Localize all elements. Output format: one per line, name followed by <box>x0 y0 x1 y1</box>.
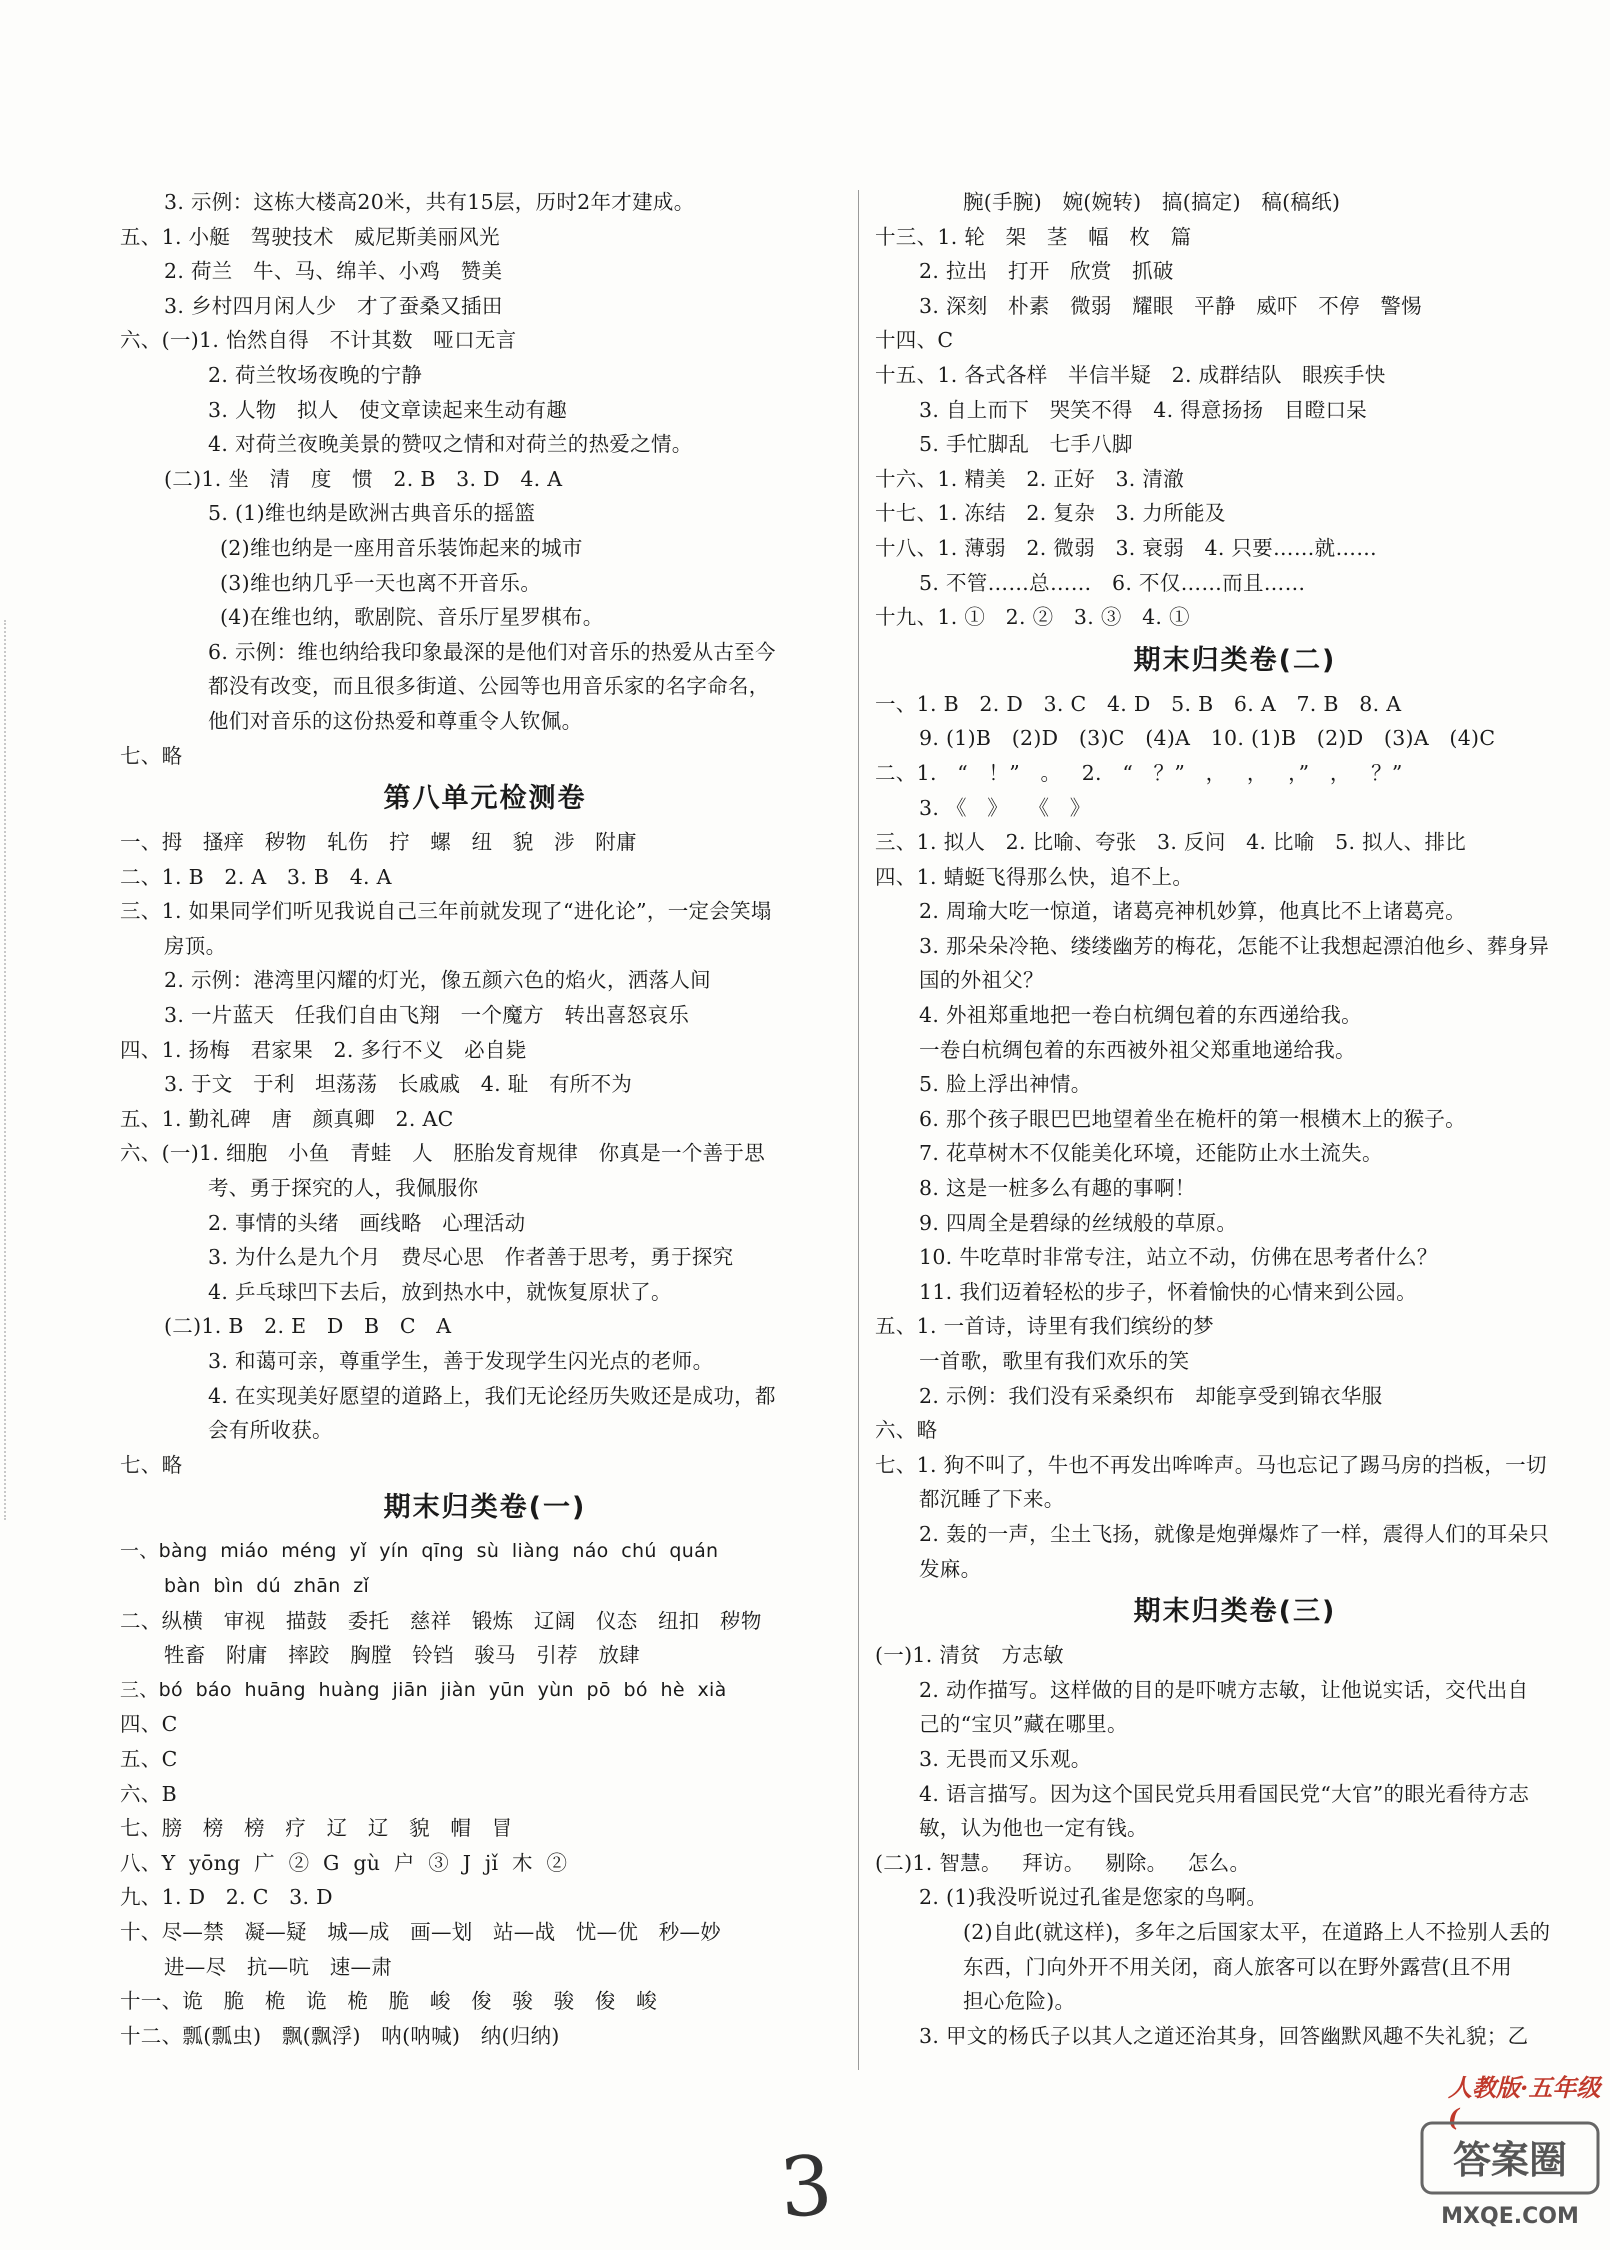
answer-line: 都沉睡了下来。 <box>919 1487 1065 1512</box>
answer-line: 四、1. 蜻蜓飞得那么快，追不上。 <box>875 864 1194 889</box>
answer-line: 三、bó báo huāng huàng jiān jiàn yūn yùn pō bó hè xià <box>120 1678 727 1701</box>
answer-line: 3. 于文 于利 坦荡荡 长戚戚 4. 耻 有所不为 <box>164 1072 633 1097</box>
answer-line: 十一、诡 脆 桅 诡 桅 脆 峻 俊 骏 骏 俊 峻 <box>120 1989 657 2014</box>
answer-line: 六、B <box>120 1781 177 1806</box>
answer-line: 十六、1. 精美 2. 正好 3. 清澈 <box>875 466 1185 491</box>
answer-line: 九、1. D 2. C 3. D <box>120 1885 333 1910</box>
watermark-text: 答案圈 <box>1452 2138 1568 2182</box>
answer-line: 7. 花草树木不仅能美化环境，还能防止水土流失。 <box>919 1141 1383 1166</box>
answer-line: 五、1. 小艇 驾驶技术 威尼斯美丽风光 <box>120 224 500 249</box>
answer-line: 发麻。 <box>919 1556 982 1581</box>
answer-line: 2. 荷兰 牛、马、绵羊、小鸡 赞美 <box>164 259 503 284</box>
answer-line: (二)1. B 2. E D B C A <box>164 1314 452 1339</box>
section-heading: 期末归类卷(二) <box>1133 644 1337 676</box>
answer-line: 会有所收获。 <box>208 1418 333 1443</box>
answer-line: (2)自此(就这样)，多年之后国家太平，在道路上人不捡别人丢的 <box>963 1919 1551 1944</box>
answer-line: 3. 甲文的杨氏子以其人之道还治其身，回答幽默风趣不失礼貌；乙 <box>919 2023 1529 2048</box>
answer-line: 三、1. 如果同学们听见我说自己三年前就发现了“进化论”，一定会笑塌 <box>120 899 772 924</box>
answer-line: 七、略 <box>120 743 183 768</box>
answer-line: 十、尽—禁 凝—疑 城—成 画—划 站—战 忧—优 秒—妙 <box>120 1919 722 1944</box>
answer-line: 十九、1. ① 2. ② 3. ③ 4. ① <box>875 605 1190 630</box>
answer-line: 8. 这是一桩多么有趣的事啊！ <box>919 1176 1196 1201</box>
answer-line: (4)在维也纳，歌剧院、音乐厅星罗棋布。 <box>220 605 604 630</box>
section-heading: 期末归类卷(一) <box>383 1492 587 1524</box>
answer-line: 2. 轰的一声，尘土飞扬，就像是炮弹爆炸了一样，震得人们的耳朵只 <box>919 1521 1550 1546</box>
answer-line: 3. 人物 拟人 使文章读起来生动有趣 <box>208 397 568 422</box>
answer-line: 七、1. 狗不叫了，牛也不再发出哞哞声。马也忘记了踢马房的挡板，一切 <box>875 1452 1547 1477</box>
answer-line: 十四、C <box>875 328 954 353</box>
answer-line: 三、1. 拟人 2. 比喻、夸张 3. 反问 4. 比喻 5. 拟人、排比 <box>875 830 1467 855</box>
left-column <box>120 185 850 2053</box>
answer-line: 一、bàng miáo méng yǐ yín qīng sù liàng náo chú quán <box>120 1540 719 1563</box>
answer-line: (3)维也纳几乎一天也离不开音乐。 <box>220 570 542 595</box>
answer-line: 房顶。 <box>164 933 227 958</box>
answer-line: 十七、1. 冻结 2. 复杂 3. 力所能及 <box>875 501 1226 526</box>
answer-line: 担心危险)。 <box>963 1989 1076 2014</box>
answer-line: 腕(手腕) 婉(婉转) 搞(搞定) 稿(稿纸) <box>963 190 1341 214</box>
answer-line: 六、(一)1. 怡然自得 不计其数 哑口无言 <box>120 328 517 353</box>
answer-line: 他们对音乐的这份热爱和尊重令人钦佩。 <box>208 708 583 733</box>
answer-line: 3. 和蔼可亲，尊重学生，善于发现学生闪光点的老师。 <box>208 1349 714 1373</box>
answer-line: 3. 那朵朵冷艳、缕缕幽芳的梅花，怎能不让我想起漂泊他乡、葬身异 <box>919 933 1550 958</box>
answer-line: 3. 无畏而又乐观。 <box>919 1746 1092 1771</box>
answer-line: 敏，认为他也一定有钱。 <box>919 1816 1148 1841</box>
binding-margin <box>4 620 12 1520</box>
answer-line: 6. 示例：维也纳给我印象最深的是他们对音乐的热爱从古至今 <box>208 639 776 664</box>
answer-line: 3. 一片蓝天 任我们自由飞翔 一个魔方 转出喜怒哀乐 <box>164 1003 690 1028</box>
answer-line: 己的“宝贝”藏在哪里。 <box>919 1712 1128 1737</box>
answer-line: 2. 示例：我们没有采桑织布 却能享受到锦衣华服 <box>919 1383 1383 1408</box>
answer-line: 9. (1)B (2)D (3)C (4)A 10. (1)B (2)D (3)A (4)C <box>919 726 1496 751</box>
answer-line: 二、纵横 审视 描鼓 委托 慈祥 锻炼 辽阔 仪态 纽扣 秽物 <box>120 1608 762 1633</box>
answer-line: bàn bìn dú zhān zǐ <box>164 1574 370 1597</box>
answer-line: 都没有改变，而且很多街道、公园等也用音乐家的名字命名， <box>208 674 770 699</box>
answer-line: 5. 脸上浮出神情。 <box>919 1072 1092 1097</box>
answer-line: 一卷白杭绸包着的东西被外祖父郑重地递给我。 <box>919 1037 1356 1062</box>
answer-line: 四、1. 扬梅 君家果 2. 多行不义 必自毙 <box>120 1037 527 1062</box>
answer-line: 2. 动作描写。这样做的目的是吓唬方志敏，让他说实话，交代出自 <box>919 1677 1529 1702</box>
edition-label: 人教版·五年级( <box>1448 2073 1601 2132</box>
answer-line: 十三、1. 轮 架 茎 幅 枚 篇 <box>875 224 1192 249</box>
answer-line: 二、1. “ ！” 。 2. “ ？” ， ， ，” ， ？” <box>875 760 1403 785</box>
answer-line: 10. 牛吃草时非常专注，站立不动，仿佛在思考者什么？ <box>919 1245 1438 1270</box>
answer-line: (二)1. 智慧。 拜访。 剔除。 怎么。 <box>875 1850 1251 1875</box>
answer-line: 3. 深刻 朴素 微弱 耀眼 平静 威吓 不停 警惕 <box>919 293 1422 318</box>
answer-line: 2. 拉出 打开 欣赏 抓破 <box>919 259 1174 284</box>
answer-line: 六、略 <box>875 1418 938 1443</box>
answer-line: 2. 荷兰牧场夜晚的宁静 <box>208 362 423 387</box>
answer-line: 国的外祖父？ <box>919 968 1044 993</box>
answer-line: 一首歌，歌里有我们欢乐的笑 <box>919 1349 1190 1373</box>
answer-line: 5. 手忙脚乱 七手八脚 <box>919 432 1133 457</box>
answer-line: 3. 自上而下 哭笑不得 4. 得意扬扬 目瞪口呆 <box>919 397 1368 422</box>
answer-line: 3. 示例：这栋大楼高20米，共有15层，历时2年才建成。 <box>164 190 695 214</box>
answer-line: 2. 事情的头绪 画线略 心理活动 <box>208 1210 526 1235</box>
answer-line: 4. 乒乓球凹下去后，放到热水中，就恢复原状了。 <box>208 1279 672 1304</box>
answer-line: 五、1. 一首诗，诗里有我们缤纷的梦 <box>875 1314 1214 1339</box>
answer-line: (一)1. 清贫 方志敏 <box>875 1643 1064 1668</box>
answer-line: 6. 那个孩子眼巴巴地望着坐在桅杆的第一根横木上的猴子。 <box>919 1106 1466 1131</box>
answer-line: 3. 《 》 《 》 <box>919 795 1091 820</box>
answer-line: 一、1. B 2. D 3. C 4. D 5. B 6. A 7. B 8. A <box>875 691 1402 716</box>
answer-line: 五、C <box>120 1746 178 1771</box>
answer-line: 4. 语言描写。因为这个国民党兵用看国民党“大官”的眼光看待方志 <box>919 1781 1530 1806</box>
answer-line: 十五、1. 各式各样 半信半疑 2. 成群结队 眼疾手快 <box>875 362 1386 387</box>
answer-line: 五、1. 勤礼碑 唐 颜真卿 2. AC <box>120 1106 454 1131</box>
answer-line: 9. 四周全是碧绿的丝绒般的草原。 <box>919 1210 1238 1235</box>
answer-line: 3. 乡村四月闲人少 才了蚕桑又插田 <box>164 293 503 318</box>
answer-line: 4. 在实现美好愿望的道路上，我们无论经历失败还是成功，都 <box>208 1383 776 1408</box>
page-number: 3 <box>776 2138 836 2237</box>
answer-line: 八、Y yōng 广 ② G gù 户 ③ J jǐ 木 ② <box>120 1850 568 1875</box>
column-divider <box>858 190 859 2070</box>
answer-line: 六、(一)1. 细胞 小鱼 青蛙 人 胚胎发育规律 你真是一个善于思 <box>120 1141 766 1166</box>
answer-line: 七、略 <box>120 1452 183 1477</box>
answer-line: 5. 不管……总…… 6. 不仅……而且…… <box>919 570 1306 595</box>
answer-line: 牲畜 附庸 摔跤 胸膛 铃铛 骏马 引荐 放肆 <box>164 1643 640 1668</box>
answer-line: 2. (1)我没听说过孔雀是您家的鸟啊。 <box>919 1885 1268 1910</box>
answer-line: 十二、瓢(瓢虫) 飘(飘浮) 呐(呐喊) 纳(归纳) <box>120 2023 560 2048</box>
answer-line: 11. 我们迈着轻松的步子，怀着愉快的心情来到公园。 <box>919 1279 1417 1304</box>
answer-line: 七、膀 榜 榜 疗 辽 辽 貌 帽 冒 <box>120 1816 513 1841</box>
answer-line: 十八、1. 薄弱 2. 微弱 3. 衰弱 4. 只要……就…… <box>875 535 1378 560</box>
right-column <box>875 185 1595 2053</box>
answer-line: 2. 周瑜大吃一惊道，诸葛亮神机妙算，他真比不上诸葛亮。 <box>919 899 1466 924</box>
watermark-logo <box>1420 2115 1600 2235</box>
answer-line: 二、1. B 2. A 3. B 4. A <box>120 864 392 889</box>
answer-line: 4. 对荷兰夜晚美景的赞叹之情和对荷兰的热爱之情。 <box>208 432 693 457</box>
answer-line: 5. (1)维也纳是欧洲古典音乐的摇篮 <box>208 501 536 526</box>
answer-line: 4. 外祖郑重地把一卷白杭绸包着的东西递给我。 <box>919 1003 1362 1028</box>
answer-line: 一、拇 搔痒 秽物 轧伤 拧 螺 纽 貌 涉 附庸 <box>120 830 637 855</box>
answer-line: 进—尽 抗—吭 速—肃 <box>164 1954 393 1979</box>
answer-line: 考、勇于探究的人，我佩服你 <box>208 1176 479 1201</box>
answer-line: (2)维也纳是一座用音乐装饰起来的城市 <box>220 535 583 560</box>
section-heading: 期末归类卷(三) <box>1133 1596 1337 1628</box>
section-heading: 第八单元检测卷 <box>383 783 587 815</box>
answer-line: 东西，门向外开不用关闭，商人旅客可以在野外露营(且不用 <box>963 1954 1513 1979</box>
watermark-url: MXQE.COM <box>1441 2204 1579 2229</box>
answer-line: 3. 为什么是九个月 费尽心思 作者善于思考，勇于探究 <box>208 1245 734 1270</box>
answer-line: (二)1. 坐 清 度 惯 2. B 3. D 4. A <box>164 466 563 491</box>
answer-line: 2. 示例：港湾里闪耀的灯光，像五颜六色的焰火，洒落人间 <box>164 968 711 993</box>
answer-line: 四、C <box>120 1712 178 1737</box>
